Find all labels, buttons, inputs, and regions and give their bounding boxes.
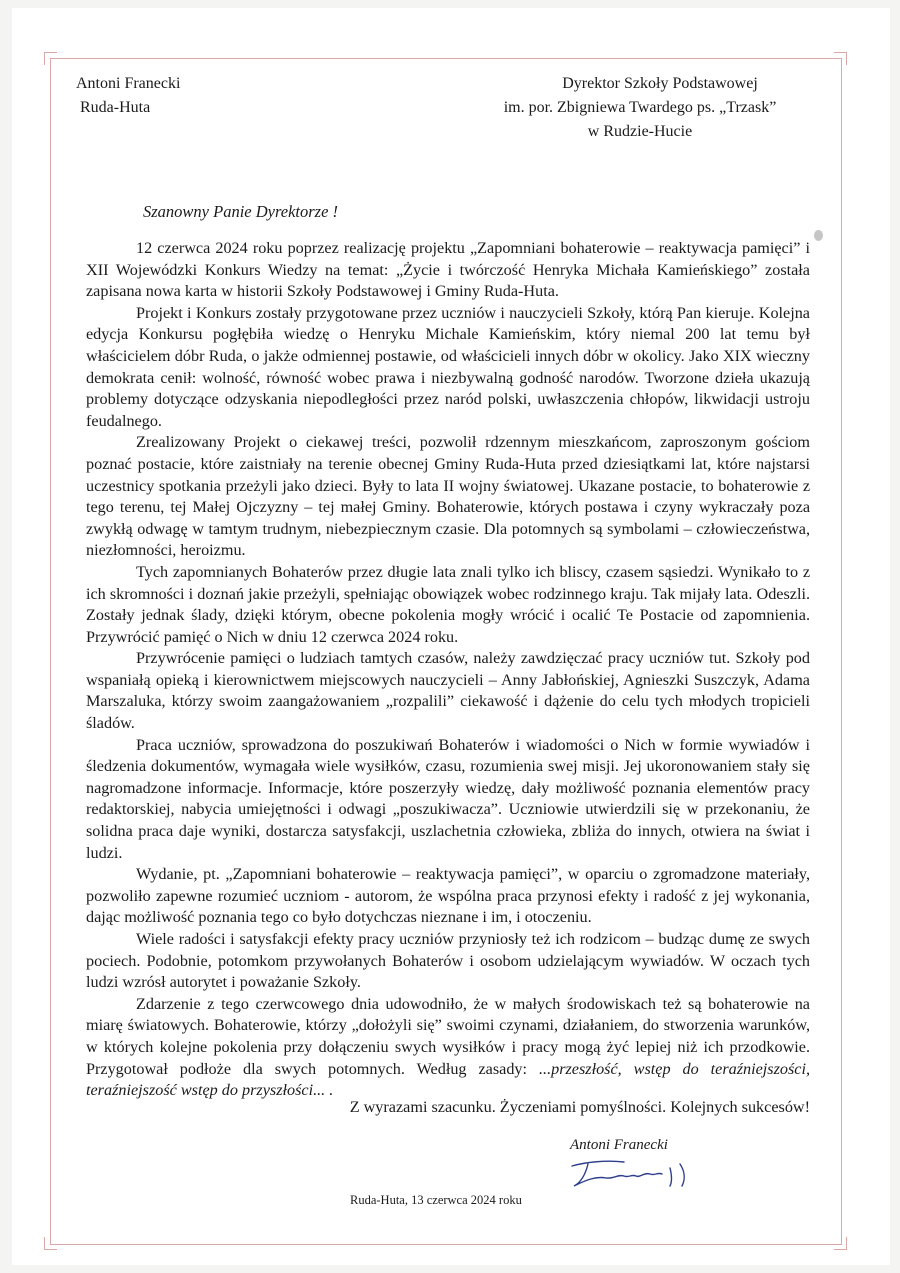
body-paragraph: Przywrócenie pamięci o ludziach tamtych czasów, należy zawdzięczać pracy uczniów tut. Szkoły pod wspaniałą opieką i kierownictwem miejscowych nauczycieli – Anny Jabłońskiej, Agnieszki Suszczyk, Adama Marszaluka, którzy swoim zaangażowaniem „rozpalili” ciekawość i dążenie do celu tych młodych tropicieli śladów. (86, 649, 810, 733)
sender-block (76, 72, 180, 120)
closing-line: Z wyrazami szacunku. Życzeniami pomyślności. Kolejnych sukcesów! (349, 1098, 810, 1116)
body-paragraph: Zrealizowany Projekt o ciekawej treści, pozwolił rdzennym mieszkańcom, zaproszonym gościom poznać postacie, które zaistniały na terenie obecnej Gminy Ruda-Huta przed dziesiątkami lat, które najstarsi uczestnicy spotkania przeżyli jako dzieci. Były to lata II wojny światowej. Ukazane postacie, to bohaterowie z tego terenu, tej Małej Ojczyzny – tej małej Gminy. Bohaterowie, których postawa i czyny wykraczały poza zwykłą odwagę w tamtym trudnym, niebezpiecznym czasie. Dla potomnych są symbolami – człowieczeństwa, niezłomności, heroizmu. (86, 433, 810, 560)
body-paragraph-last (86, 994, 810, 1102)
frame-corner-ornament (834, 52, 847, 65)
last-paragraph-text: Zdarzenie z tego czerwcowego dnia udowodniło, że w małych środowiskach też są bohaterowie na miarę światowych. Bohaterowie, którzy „dołożyli się” swoimi czynami, działaniem, do stworzenia warunków, w których kolejne pokolenia przy dołączeniu swych wysiłków i pracy mogą żyć lepiej niż ich przodkowie. Przygotował podłoże dla swych potomnych. Według zasady: (86, 994, 810, 1078)
body-paragraph: Wydanie, pt. „Zapomniani bohaterowie – reaktywacja pamięci”, w oparciu o zgromadzone materiały, pozwoliło zapewne rozumieć uczniom - autorom, że wspólna praca przynosi efekty i radość z jej wykonania, dając możliwość poznania tego co było dotychczas nieznane i im, i otoczeniu. (86, 865, 810, 927)
sender-name: Antoni Franecki (76, 75, 181, 92)
body-paragraph: Projekt i Konkurs zostały przygotowane przez uczniów i nauczycieli Szkoły, którą Pan kieruje. Kolejna edycja Konkursu pogłębiła wiedzę o Henryku Michale Kamieńskim, który niemal 200 lat temu był właścicielem dóbr Ruda, o jakże odmiennej postawie, od właścicieli innych dóbr w okolicy. Jako XIX wieczny demokrata cenił: wolność, równość wobec prawa i niezbywalną godność narodów. Tworzone dzieła ukazują problemy dotyczące odzyskania niepodległości przez naród polski, uwłaszczenia chłopów, likwidacji ustroju feudalnego. (86, 303, 810, 430)
body-paragraph: Praca uczniów, sprowadzona do poszukiwań Bohaterów i wiadomości o Nich w formie wywiadów i śledzenia dokumentów, wymagała wiele wysiłków, czasu, rozumienia swej misji. Jej ukoronowaniem stały się nagromadzone informacje. Informacje, które poszerzyły wiedzę, dały możliwość poznania elementów pracy redaktorskiej, nabycia umiejętności i odwagi „poszukiwacza”. Uczniowie utwierdzili się w przekonaniu, że solidna praca daje wyniki, dostarcza satysfakcji, uszlachetnia człowieka, zbliża do innych, otwiera na świat i ludzi. (86, 735, 810, 862)
body-paragraph: Tych zapomnianych Bohaterów przez długie lata znali tylko ich bliscy, czasem sąsiedzi. Wynikało to z ich skromności i doznań jakie przeżyli, spełniając obowiązek wobec rodzinnego kraju. Tak mijały lata. Odeszli. Zostały jednak ślady, dzięki którym, obecne pokolenia mogły wrócić i ocalić Te Postacie od zapomnienia. Przywrócić pamięć o Nich w dniu 12 czerwca 2024 roku. (86, 562, 810, 646)
ink-blot (814, 230, 823, 241)
recipient-block (470, 72, 810, 144)
letter-body (86, 238, 810, 1102)
frame-corner-ornament (834, 1237, 847, 1250)
frame-corner-ornament (44, 1237, 57, 1250)
handwritten-signature (566, 1152, 716, 1192)
body-paragraph: 12 czerwca 2024 roku poprzez realizację projektu „Zapomniani bohaterowie – reaktywacja pamięci” i XII Wojewódzki Konkurs Wiedzy na temat: „Życie i twórczość Henryka Michała Kamieńskiego” została zapisana nowa karta w historii Szkoły Podstawowej i Gminy Ruda-Huta. (86, 239, 810, 301)
place-and-date: Ruda-Huta, 13 czerwca 2024 roku (350, 1193, 522, 1207)
recipient-title: Dyrektor Szkoły Podstawowej (562, 75, 758, 92)
body-paragraph: Wiele radości i satysfakcji efekty pracy uczniów przyniosły też ich rodzicom – budząc dumę ze swych pociech. Podobnie, potomkom przywołanych Bohaterów i osobom udzielającym wywiadów. W oczach tych ludzi wzrósł autorytet i poważanie Szkoły. (86, 930, 810, 992)
signature-name: Antoni Franecki (570, 1137, 668, 1153)
salutation: Szanowny Panie Dyrektorze ! (143, 202, 339, 221)
sender-place: Ruda-Huta (80, 99, 151, 116)
motto-quote: ...przeszłość, wstęp do teraźniejszości, teraźniejszość wstęp do przyszłości... . (86, 1059, 811, 1100)
frame-corner-ornament (44, 52, 57, 65)
recipient-location: w Rudzie-Hucie (587, 123, 693, 140)
recipient-school: im. por. Zbigniewa Twardego ps. „Trzask” (503, 99, 777, 116)
